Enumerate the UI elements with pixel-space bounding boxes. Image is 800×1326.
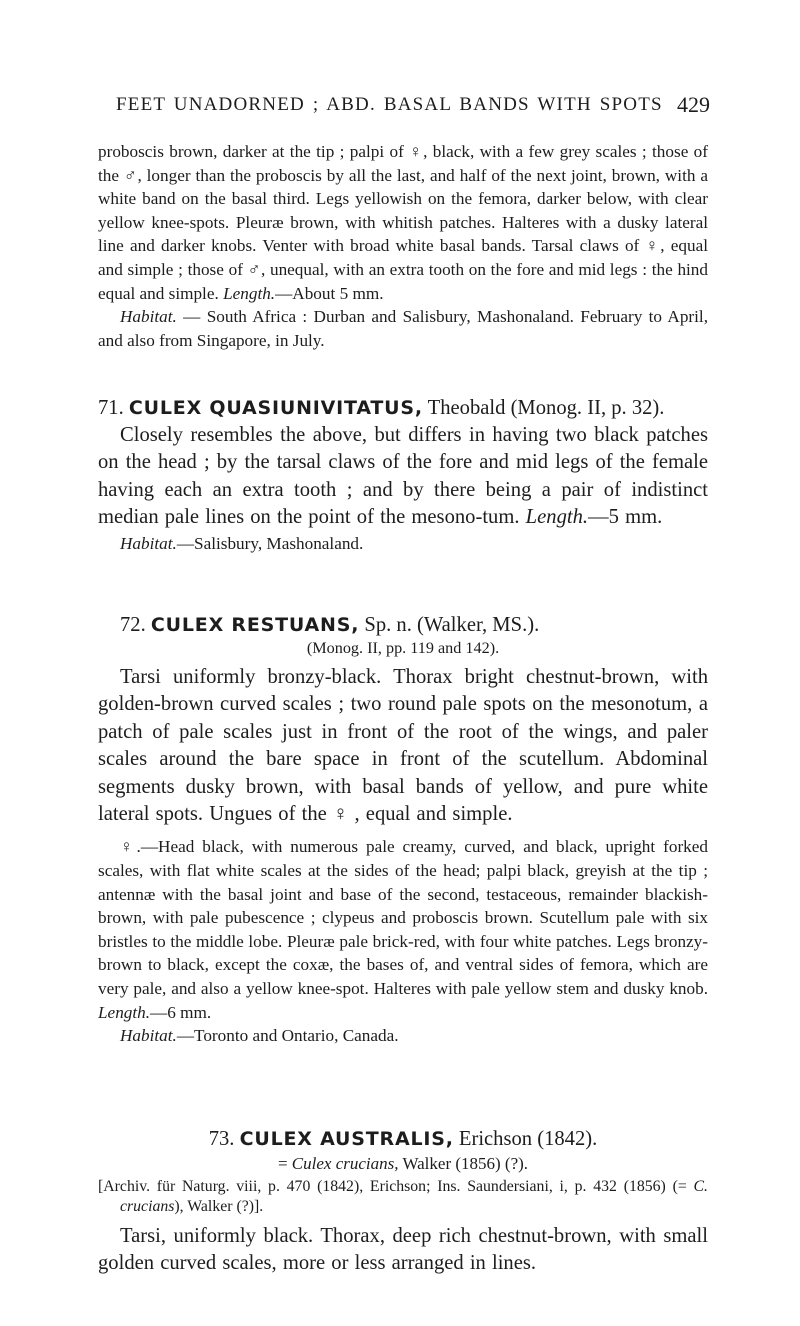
species-72-reference: (Monog. II, pp. 119 and 142). [306, 639, 500, 657]
species-72-habitat-value: —Toronto and Ontario, Canada. [176, 1026, 399, 1046]
species-72-habitat-label: Habitat. [120, 1026, 177, 1046]
species-73-synonym [98, 1154, 708, 1174]
species-72-length-label: Length. [98, 1002, 151, 1022]
species-73-heading [98, 1128, 708, 1151]
species-72-heading [98, 614, 708, 637]
species-73-ref-c: ), Walker (?)]. [174, 1198, 264, 1215]
habitat-value: — South Africa : Durban and Salisbury, Mashonaland. February to April, and also from Singapore, in July. [98, 307, 708, 350]
species-73-syn-rest: Walker (1856) (?). [398, 1154, 529, 1173]
species-71-length-label: Length. [525, 506, 589, 529]
species-71-habitat-label: Habitat. [120, 533, 177, 553]
species-72-female-text: ♀.—Head black, with numerous pale creamy, curved, and black, upright forked scales, with flat white scales at the sides of the head; palpi black, greyish at the tip ; antennæ with the basal joint and base of the second, testaceous, remainder blackish-brown, with pale pubescence ; clypeus and proboscis brown. Scutellum pale with six bristles to the middle lobe. Pleuræ pale brick-red, with four white patches. Legs bronzy-brown to black, except the coxæ, the bases of, and ventral sides of femora, which are very pale, and also a yellow knee-spot. Halteres with pale yellow stem and dusky knob. [98, 837, 708, 998]
length-label: Length. [223, 283, 276, 303]
species-73-authority: Erichson (1842). [453, 1128, 598, 1150]
intro-paragraph [98, 140, 708, 352]
species-71-length-value: —5 mm. [588, 506, 663, 529]
page-number: 429 [677, 92, 710, 117]
species-73-name: CULEX AUSTRALIS, [239, 1128, 454, 1150]
species-71-name: CULEX QUASIUNIVITATUS, [128, 397, 423, 419]
species-73-syn-name: Culex crucians, [291, 1154, 399, 1173]
length-value: —About 5 mm. [275, 283, 384, 303]
species-71-habitat-value: —Salisbury, Mashonaland. [176, 533, 364, 553]
species-73-ref-b: C. crucians [120, 1178, 708, 1215]
species-71-description [98, 422, 708, 532]
intro-text: proboscis brown, darker at the tip ; palpi of ♀, black, with a few grey scales ; those of the ♂, longer than the proboscis by all the last, and half of the next joint, brown, with a white band on the basal third. Legs yellowish on the femora, darker below, with clear yellow knee-spots. Pleuræ brown, with whitish patches. Halteres with a dusky lateral line and darker knobs. Venter with broad white basal bands. Tarsal claws of ♀, equal and simple ; those of ♂, unequal, with an extra tooth on the fore and mid legs : the hind equal and simple. [98, 142, 708, 303]
species-73-reference [98, 1177, 708, 1217]
header-title: FEET UNADORNED ; ABD. BASAL BANDS WITH SPOTS [116, 94, 663, 115]
species-71-habitat [98, 532, 708, 556]
species-73 [98, 1128, 708, 1278]
species-71-text: Closely resembles the above, but differs in having two black patches on the head ; by the tarsal claws of the fore and mid legs of the female having each an extra tooth ; and by there being a pair of indistinct median pale lines on the point of the mesono-tum. [98, 424, 708, 529]
species-73-ref-a: [Archiv. für Naturg. viii, p. 470 (1842), Erichson; Ins. Saundersiani, i, p. 432 (1856) (= [98, 1178, 694, 1195]
species-71-authority: Theobald (Monog. II, p. 32). [422, 397, 665, 419]
species-72-authority: Sp. n. (Walker, MS.). [359, 614, 540, 636]
species-72 [98, 614, 708, 1048]
habitat-label: Habitat. [120, 307, 177, 327]
species-72-description: Tarsi uniformly bronzy-black. Thorax bright chestnut-brown, with golden-brown curved scales ; two round pale spots on the mesonotum, a patch of pale scales just in front of the root of the wings, and paler scales around the bare space in front of the scutellum. Abdominal segments dusky brown, with basal bands of yellow, and pure white lateral spots. Ungues of the ♀ , equal and simple. [98, 666, 708, 826]
species-72-number: 72. [120, 614, 146, 636]
species-71-number: 71. [98, 397, 124, 419]
species-72-name: CULEX RESTUANS, [150, 614, 360, 636]
running-header [98, 92, 708, 122]
species-73-description: Tarsi, uniformly black. Thorax, deep rich chestnut-brown, with small golden curved scales, more or less arranged in lines. [98, 1225, 708, 1275]
species-72-female-description [98, 835, 708, 1047]
species-71 [98, 397, 708, 555]
species-73-syn-prefix: = [277, 1154, 292, 1173]
intro-block [98, 140, 708, 352]
species-73-number: 73. [208, 1128, 235, 1150]
species-72-length-value: —6 mm. [150, 1002, 212, 1022]
species-71-heading [98, 397, 708, 420]
